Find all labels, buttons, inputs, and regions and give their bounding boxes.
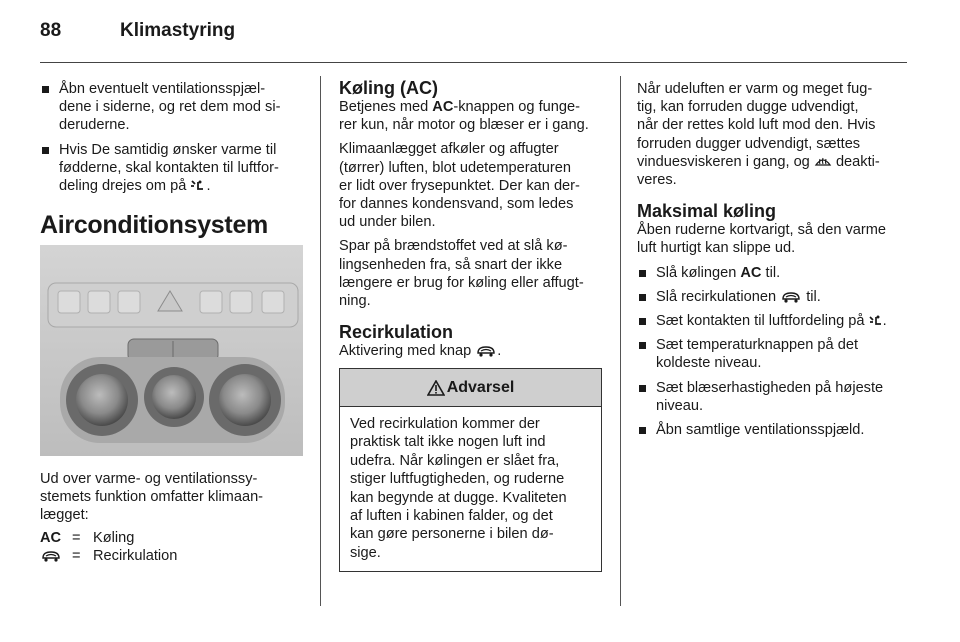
section-heading-aircondition: Airconditionsystem [40,211,268,239]
definition-list [40,529,308,565]
bullet-item: Sæt kontakten til luftfordeling på . [637,312,909,330]
section-heading-cooling: Køling (AC) [339,78,438,98]
humidity-paragraph: Når udeluften er varm og meget fug- tig, kan forruden dugge udvendigt, når der rettes kold luft mod den. Hvis forruden dugger udvendigt, sættes vinduesviskeren i gang, og deakti- veres. [637,81,880,189]
defrost-icon [814,155,832,169]
bullet-item: Sæt temperaturknappen på det koldeste niveau. [637,336,909,372]
definition-row: = Recirkulation [40,547,308,565]
section-heading-recirculation: Recirkulation [339,322,454,343]
header-divider [40,62,907,63]
column-divider-2 [620,76,621,606]
warning-header: Advarsel [340,369,601,407]
recirculation-icon [40,549,62,563]
recirculation-icon [475,344,497,358]
condensation-paragraph: Klimaanlægget afkøler og affugter (tørrer) luften, blot udetemperaturen er lidt over frysepunktet. Der kan der- for dannes kondensvand, som ledes ud under bilen. [339,141,580,231]
bullet-item: Slå recirkulationen til. [637,288,909,306]
page-title: Klimastyring [120,20,236,41]
section-heading-max-cooling: Maksimal køling [637,201,777,222]
air-distribution-icon [869,314,883,328]
air-distribution-icon [190,179,206,193]
recirculation-paragraph: Aktivering med knap . [339,343,502,360]
bullet-item: Slå kølingen AC til. [637,264,909,282]
column-divider-1 [320,76,321,606]
cooling-paragraph: Betjenes med AC-knappen og funge- rer kun, når motor og blæser er i gang. [339,99,589,134]
column-3 [637,80,909,439]
recirculation-icon [780,290,802,304]
column-2 [339,78,609,360]
warning-text: Ved recirkulation kommer der praktisk talt ikke nogen luft ind udefra. Når kølingen er slået fra, stiger luftfugtigheden, og ruderne kan begynde at dugge. Kvaliteten af luften i kabinen falder, og det kan gøre personerne i bilen dø- sige. [350,416,567,561]
fuel-saving-paragraph: Spar på brændstoffet ved at slå kø- lingsenheden fra, så snart der ikke længere er brug for køling eller affugt- ning. [339,238,584,310]
warning-triangle-icon [427,380,445,396]
page-number: 88 [40,20,62,41]
max-cooling-paragraph: Åben ruderne kortvarigt, så den varme luft hurtigt kan slippe ud. [637,222,887,257]
bullet-item: Åbn eventuelt ventilationsspjæl- dene i siderne, og ret dem mod si- deruderne. [40,80,308,135]
bullet-item: Hvis De samtidig ønsker varme til fødderne, skal kontakten til luftfor- deling drejes om på . [40,141,308,196]
bullet-item: Sæt blæserhastigheden på højeste niveau. [637,379,909,415]
definition-row: AC = Køling [40,530,135,546]
warning-box [339,368,602,572]
intro-paragraph: Ud over varme- og ventilationssy- stemets funktion omfatter klimaan- lægget: [40,471,264,524]
column-1 [40,80,308,195]
climate-control-photo [40,245,303,456]
bullet-item: Åbn samtlige ventilationsspjæld. [637,421,909,439]
